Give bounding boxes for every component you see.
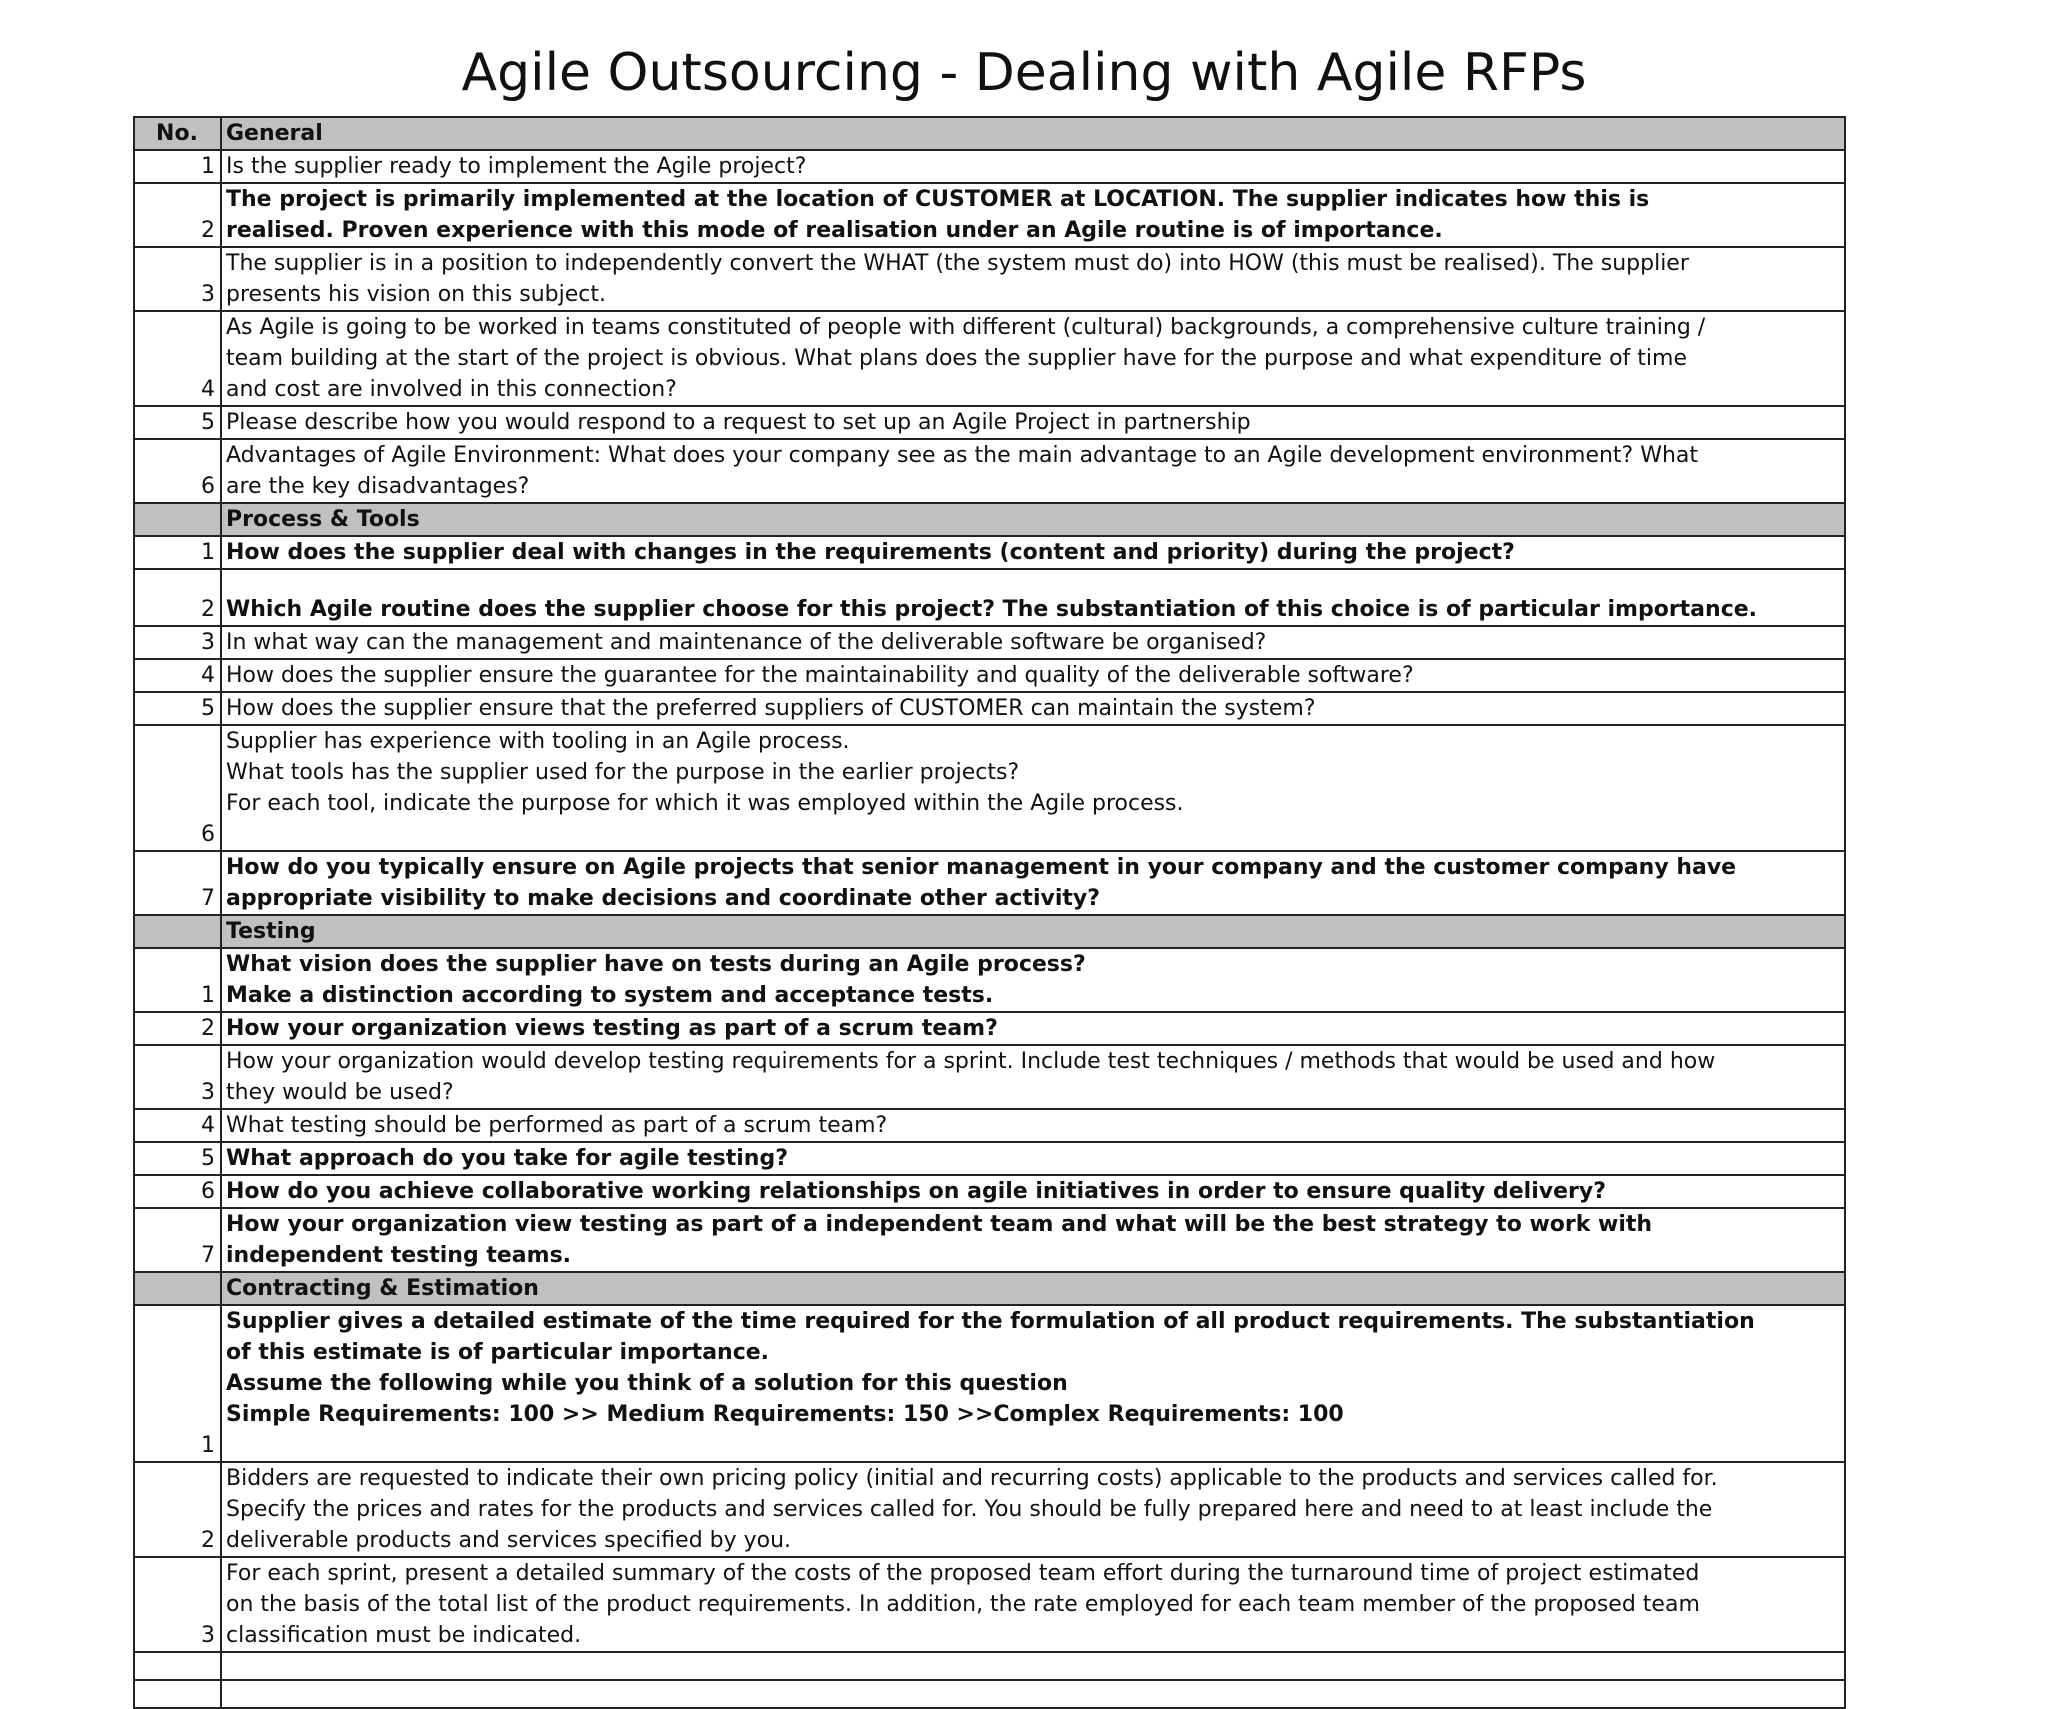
question-number: 5 (134, 692, 221, 725)
question-text-line: Please describe how you would respond to a request to set up an Agile Project in partnership (226, 410, 1251, 435)
question-number: 3 (134, 247, 221, 311)
question-text-line: Bidders are requested to indicate their own pricing policy (initial and recurring costs) applicable to the products and services called for. (226, 1466, 1718, 1491)
question-number: 7 (134, 851, 221, 915)
question-number: 5 (134, 1142, 221, 1175)
question-text-line: Supplier has experience with tooling in an Agile process. (226, 729, 850, 754)
section-header-general: General (221, 117, 1845, 150)
question-text-line: For each tool, indicate the purpose for which it was employed within the Agile process. (226, 791, 1184, 816)
section-header-row (134, 503, 1845, 536)
question-text-line (226, 819, 1840, 850)
question-text (221, 439, 1845, 503)
question-number: 5 (134, 406, 221, 439)
question-text-line: team building at the start of the project is obvious. What plans does the supplier have for the purpose and what expenditure of time (226, 346, 1687, 371)
question-number: 2 (134, 569, 221, 626)
section-no-cell (134, 503, 221, 536)
section-header-row (134, 1272, 1845, 1305)
empty-row (134, 1652, 1845, 1680)
question-text-line: of this estimate is of particular importance. (226, 1340, 770, 1365)
empty-row (134, 1680, 1845, 1708)
question-text-line: How do you typically ensure on Agile projects that senior management in your company and the customer company have (226, 855, 1737, 880)
section-title: Process & Tools (221, 503, 1845, 536)
question-text-line: they would be used? (226, 1080, 454, 1105)
question-number: 1 (134, 948, 221, 1012)
question-number: 7 (134, 1208, 221, 1272)
question-text-line: are the key disadvantages? (226, 474, 530, 499)
question-text-line: Make a distinction according to system and acceptance tests. (226, 983, 994, 1008)
section-no-cell (134, 1272, 221, 1305)
section-title: Contracting & Estimation (221, 1272, 1845, 1305)
question-text (221, 183, 1845, 247)
question-row (134, 1109, 1845, 1142)
question-text-line: independent testing teams. (226, 1243, 572, 1268)
column-header-no: No. (134, 117, 221, 150)
question-number: 6 (134, 439, 221, 503)
question-row (134, 1462, 1845, 1557)
question-number: 3 (134, 1557, 221, 1652)
question-row (134, 692, 1845, 725)
question-text-line: For each sprint, present a detailed summary of the costs of the proposed team effort during the turnaround time of project estimated (226, 1561, 1700, 1586)
question-row (134, 851, 1845, 915)
question-text-line: The project is primarily implemented at the location of CUSTOMER at LOCATION. The supplier indicates how this is (226, 187, 1650, 212)
question-row (134, 183, 1845, 247)
question-text (221, 150, 1845, 183)
question-text (221, 311, 1845, 406)
question-number: 4 (134, 311, 221, 406)
question-text-line: Supplier gives a detailed estimate of the time required for the formulation of all product requirements. The substantiation (226, 1309, 1755, 1334)
question-text (221, 1208, 1845, 1272)
question-text (221, 659, 1845, 692)
section-title: Testing (221, 915, 1845, 948)
question-text (221, 247, 1845, 311)
section-header-row (134, 915, 1845, 948)
section-no-cell (134, 915, 221, 948)
question-text-line: and cost are involved in this connection? (226, 377, 677, 402)
question-number: 1 (134, 536, 221, 569)
question-number: 1 (134, 1305, 221, 1462)
question-text (221, 1142, 1845, 1175)
question-text-line: In what way can the management and maintenance of the deliverable software be organised? (226, 630, 1267, 655)
question-text-line: Advantages of Agile Environment: What does your company see as the main advantage to an Agile development environment? What (226, 443, 1699, 468)
question-text-line: What testing should be performed as part of a scrum team? (226, 1113, 888, 1138)
question-text (221, 626, 1845, 659)
question-row (134, 150, 1845, 183)
question-row (134, 948, 1845, 1012)
question-text (221, 725, 1845, 851)
question-number: 6 (134, 1175, 221, 1208)
question-text-line: How does the supplier ensure the guarantee for the maintainability and quality of the deliverable software? (226, 663, 1414, 688)
question-text-line: What tools has the supplier used for the purpose in the earlier projects? (226, 760, 1020, 785)
question-row (134, 1305, 1845, 1462)
question-row (134, 311, 1845, 406)
question-row (134, 659, 1845, 692)
question-text (221, 1012, 1845, 1045)
question-row (134, 536, 1845, 569)
question-row (134, 725, 1845, 851)
question-text-line: What vision does the supplier have on tests during an Agile process? (226, 952, 1086, 977)
question-row (134, 626, 1845, 659)
question-text-line: How does the supplier ensure that the preferred suppliers of CUSTOMER can maintain the system? (226, 696, 1316, 721)
question-text-line: How your organization view testing as part of a independent team and what will be the best strategy to work with (226, 1212, 1653, 1237)
question-text-line: classification must be indicated. (226, 1623, 582, 1648)
question-text-line: deliverable products and services specified by you. (226, 1528, 792, 1553)
question-text (221, 851, 1845, 915)
question-text-line: Assume the following while you think of a solution for this question (226, 1371, 1068, 1396)
question-text (221, 406, 1845, 439)
question-text (221, 692, 1845, 725)
question-text (221, 1305, 1845, 1462)
question-text-line: How your organization would develop testing requirements for a sprint. Include test techniques / methods that would be used and how (226, 1049, 1716, 1074)
question-number: 4 (134, 659, 221, 692)
rfp-questions-table (133, 116, 1846, 1709)
question-row (134, 1208, 1845, 1272)
question-row (134, 1557, 1845, 1652)
question-text (221, 1045, 1845, 1109)
question-text (221, 1175, 1845, 1208)
question-text (221, 948, 1845, 1012)
question-number: 1 (134, 150, 221, 183)
question-text (221, 1462, 1845, 1557)
question-text-line: What approach do you take for agile testing? (226, 1146, 788, 1171)
question-row (134, 439, 1845, 503)
question-text (221, 1109, 1845, 1142)
question-row (134, 1012, 1845, 1045)
question-row (134, 1175, 1845, 1208)
question-text (221, 1652, 1845, 1680)
question-number (134, 1680, 221, 1708)
question-number: 3 (134, 626, 221, 659)
question-text-line: appropriate visibility to make decisions and coordinate other activity? (226, 886, 1100, 911)
question-text-line: Specify the prices and rates for the products and services called for. You should be fully prepared here and need to at least include the (226, 1497, 1713, 1522)
question-text-line: realised. Proven experience with this mode of realisation under an Agile routine is of importance. (226, 218, 1443, 243)
question-text-line: How your organization views testing as part of a scrum team? (226, 1016, 998, 1041)
question-text-line: How do you achieve collaborative working relationships on agile initiatives in order to ensure quality delivery? (226, 1179, 1606, 1204)
table-header-row (134, 117, 1845, 150)
question-number: 4 (134, 1109, 221, 1142)
question-number: 2 (134, 1012, 221, 1045)
question-number (134, 1652, 221, 1680)
question-text-line (226, 1430, 1840, 1461)
question-text-line: Simple Requirements: 100 >> Medium Requirements: 150 >>Complex Requirements: 100 (226, 1402, 1344, 1427)
question-number: 2 (134, 1462, 221, 1557)
question-row (134, 1142, 1845, 1175)
question-row (134, 247, 1845, 311)
question-text-line: on the basis of the total list of the product requirements. In addition, the rate employed for each team member of the proposed team (226, 1592, 1700, 1617)
question-row (134, 1045, 1845, 1109)
question-text-line: How does the supplier deal with changes in the requirements (content and priority) during the project? (226, 540, 1515, 565)
question-row (134, 406, 1845, 439)
question-number: 3 (134, 1045, 221, 1109)
question-number: 2 (134, 183, 221, 247)
question-text (221, 536, 1845, 569)
question-text-line: As Agile is going to be worked in teams constituted of people with different (cultural) backgrounds, a comprehensive culture training / (226, 315, 1706, 340)
question-text-line: Which Agile routine does the supplier choose for this project? The substantiation of this choice is of particular importance. (226, 597, 1758, 622)
question-text-line: The supplier is in a position to independently convert the WHAT (the system must do) into HOW (this must be realised). The supplier (226, 251, 1689, 276)
question-text (221, 1557, 1845, 1652)
question-text (221, 1680, 1845, 1708)
question-number: 6 (134, 725, 221, 851)
question-text-line: Is the supplier ready to implement the Agile project? (226, 154, 807, 179)
question-text-line: presents his vision on this subject. (226, 282, 606, 307)
question-row (134, 569, 1845, 626)
page-title: Agile Outsourcing - Dealing with Agile RFPs (461, 43, 1587, 103)
question-text (221, 569, 1845, 626)
